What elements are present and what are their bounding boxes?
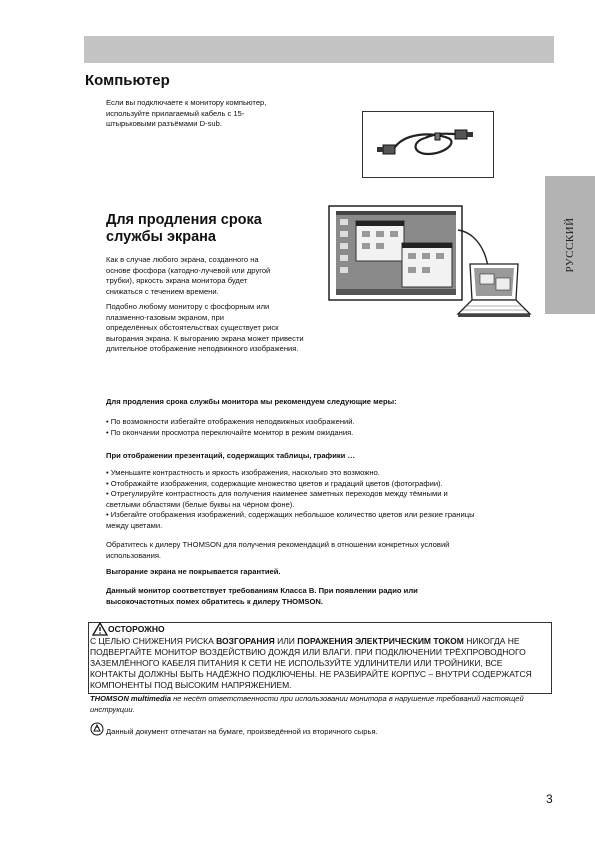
screen-life-paragraph-2 [106,302,336,355]
computer-description [106,98,311,130]
section-title-screen-life [106,212,326,246]
dsub-cable-illustration [362,111,494,178]
text-line: используйте прилагаемый кабель с 15- [106,108,245,118]
caution-part: НИКОГДА НЕ ПОДВЕРГАЙТЕ МОНИТОР ВОЗДЕЙСТВИЮ ДОЖДЯ ИЛИ ВЛАГИ. ПРИ ПОДКЛЮЧЕНИИ ТРЁХПРОВОДНОГО ЗАЗЕМЛЁННОГО КАБЕЛЯ ПИТАНИЯ К СЕТИ НЕ ИСПОЛЬЗУЙТЕ УДЛИНИТЕЛИ ИЛИ ТРОЙНИКИ, ВСЕ КОНТАКТЫ ДОЛЖНЫ БЫТЬ НАДЁЖНО ПОДКЛЮЧЕНЫ. НЕ РАЗБИРАЙТЕ КОРПУС – ВНУТРИ СОДЕРЖАТСЯ КОМПОНЕНТЫ ПОД ВЫСОКИМ НАПРЯЖЕНИЕМ. [90,636,532,690]
text-line: плазменно-газовым экраном, при [106,312,225,322]
screen-life-paragraph-1 [106,255,311,297]
text-line: выгорания экрана. К выгоранию экрана может привести [106,333,304,343]
warranty-note [106,567,546,578]
caution-shock: ПОРАЖЕНИЯ ЭЛЕКТРИЧЕСКИМ ТОКОМ [297,636,464,646]
caution-fire: ВОЗГОРАНИЯ [216,636,275,646]
text-line: снижаться с течением времени. [106,286,219,296]
recommend-section [106,397,546,408]
list-item: • Уменьшите контрастность и яркость изображения, насколько это возможно. [106,468,380,477]
list-item: • Отображайте изображения, содержащие множество цветов и градаций цветов (фотографии). [106,478,443,488]
language-tab [545,176,595,314]
disclaimer [90,694,530,715]
presentations-section [106,451,546,462]
caution-part: С ЦЕЛЬЮ СНИЖЕНИЯ РИСКА [90,636,217,646]
language-tab-label: РУССКИЙ [564,217,576,273]
list-item: светлыми областями (белые буквы на чёрном фоне). [106,499,295,509]
text-line: Если вы подключаете к монитору компьютер, [106,98,267,107]
text-line: основе фосфора (катодно-лучевой или другой [106,265,271,275]
recommend-list [106,417,546,438]
recommend-heading: Для продления срока службы монитора мы рекомендуем следующие меры: [106,397,397,406]
disclaimer-text: не несёт ответственности при использовании монитора в нарушение требований настоящей инструкции. [90,694,524,714]
recycle-icon [90,722,104,736]
presentations-heading: При отображении презентаций, содержащих таблицы, графики … [106,451,356,460]
text-line: штырьковыми разъёмами D-sub. [106,119,222,128]
class-b-note [106,586,546,607]
presentations-list [106,468,546,531]
header-bar [84,36,554,63]
text-line: Подобно любому монитору с фосфорным или [106,302,270,311]
dealer-note [106,540,546,561]
warning-triangle-icon [92,622,108,636]
text-line: длительное отображение неподвижного изображения. [106,344,299,353]
text-line: Данный монитор соответствует требованиям Класса B. При появлении радио или [106,586,418,595]
monitor-illustration [328,205,463,301]
text-line: Как в случае любого экрана, созданного на [106,255,259,264]
caution-title: ОСТОРОЖНО [108,624,165,634]
list-item: • Отрегулируйте контрастность для получения наименее заметных переходов между тёмными и [106,489,448,498]
text-line: Обратитесь к дилеру THOMSON для получения рекомендаций в отношении конкретных условий [106,540,450,549]
monitor-screen-icon [328,205,463,301]
laptop-icon [456,262,532,320]
text-line: использования. [106,550,162,560]
list-item: • По окончании просмотра переключайте монитор в режим ожидания. [106,427,354,437]
title-line: службы экрана [106,229,216,245]
text-line: определённых обстоятельствах существует риск [106,323,279,332]
list-item: • По возможности избегайте отображения неподвижных изображений. [106,417,355,426]
dsub-cable-icon [363,112,493,177]
laptop-illustration [456,262,532,320]
caution-text [90,636,548,691]
section-title-computer: Компьютер [85,72,170,89]
list-item: • Избегайте отображения изображений, содержащих небольшое количество цветов или резкие границы [106,510,475,519]
disclaimer-brand: THOMSON multimedia [90,694,172,703]
caution-part: ИЛИ [274,636,298,646]
warranty-text: Выгорание экрана не покрывается гарантией. [106,567,281,576]
recycle-note: Данный документ отпечатан на бумаге, произведённой из вторичного сырья. [106,727,378,736]
text-line: высокочастотных помех обратитесь к дилеру THOMSON. [106,596,323,606]
text-line: трубки), яркость экрана монитора будет [106,276,248,285]
list-item: между цветами. [106,520,163,530]
page-number: 3 [546,792,553,806]
title-line: Для продления срока [106,212,262,228]
